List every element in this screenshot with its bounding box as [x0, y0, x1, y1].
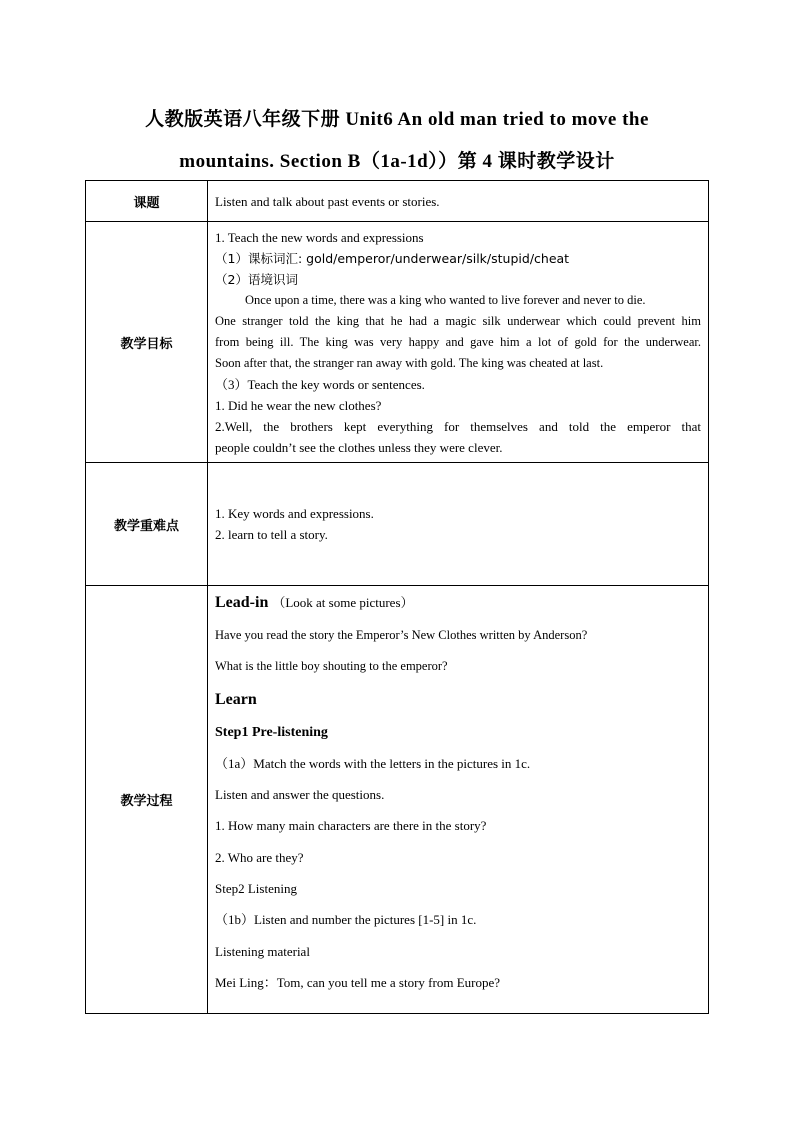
step2-line: Mei Ling：Tom, can you tell me a story from Europe?: [215, 974, 501, 990]
lesson-plan-table: [85, 180, 709, 1014]
step1-line: 2. Who are they?: [215, 849, 304, 865]
goals-line: 1. Did he wear the new clothes?: [215, 397, 382, 413]
goals-line: （3）Teach the key words or sentences.: [215, 376, 425, 392]
goals-line: One stranger told the king that he had a magic silk underwear which could prevent him: [215, 313, 701, 328]
step2-line: Listening material: [215, 943, 310, 959]
goals-label: 教学目标: [86, 222, 208, 463]
step1-line: 1. How many main characters are there in the story?: [215, 818, 487, 834]
goals-line: from being ill. The king was very happy and gave him a lot of gold for the underwear.: [215, 334, 701, 349]
table-row-goals: [86, 222, 709, 463]
step2-line: （1b）Listen and number the pictures [1-5] in 1c.: [215, 912, 477, 928]
process-label: 教学过程: [86, 586, 208, 1014]
goals-line: （1）课标词汇: gold/emperor/underwear/silk/stupid/cheat: [215, 250, 570, 266]
goals-line: 2.Well, the brothers kept everything for themselves and told the emperor that: [215, 418, 701, 434]
key-points-cell: [208, 463, 709, 586]
step1-heading: Step1 Pre-listening: [215, 724, 328, 740]
leadin-question: What is the little boy shouting to the emperor?: [215, 659, 448, 674]
process-cell: [208, 586, 709, 1014]
key-points-line: 2. learn to tell a story.: [215, 527, 328, 542]
key-points-line: 1. Key words and expressions.: [215, 506, 374, 521]
document-title-line-1: 人教版英语八年级下册 Unit6 An old man tried to move the: [145, 109, 649, 130]
topic-text: Listen and talk about past events or stories.: [215, 193, 440, 209]
table-row-process: [86, 586, 709, 1014]
table-row-topic: [86, 181, 709, 222]
leadin-note: （Look at some pictures）: [272, 595, 414, 610]
topic-label: 课题: [86, 181, 208, 222]
table-row-key-points: [86, 463, 709, 586]
goals-line: Once upon a time, there was a king who wanted to live forever and never to die.: [245, 292, 646, 307]
step1-line: Listen and answer the questions.: [215, 787, 385, 803]
goals-cell: [208, 222, 709, 463]
goals-line: Soon after that, the stranger ran away with gold. The king was cheated at last.: [215, 355, 604, 370]
step1-line: （1a）Match the words with the letters in the pictures in 1c.: [215, 755, 531, 771]
step2-heading: Step2 Listening: [215, 881, 297, 897]
leadin-heading-text: Lead-in: [215, 594, 269, 611]
topic-cell: [208, 181, 709, 222]
leadin-heading: [215, 586, 701, 620]
key-points-label: 教学重难点: [86, 463, 208, 586]
goals-line: 1. Teach the new words and expressions: [215, 229, 424, 245]
learn-heading: Learn: [215, 690, 257, 708]
leadin-question: Have you read the story the Emperor’s New Clothes written by Anderson?: [215, 628, 588, 642]
goals-line: （2）语境识词: [215, 271, 298, 287]
goals-line: people couldn’t see the clothes unless they were clever.: [215, 439, 503, 455]
document-title-line-2: mountains. Section B（1a-1d））第 4 课时教学设计: [179, 151, 615, 172]
